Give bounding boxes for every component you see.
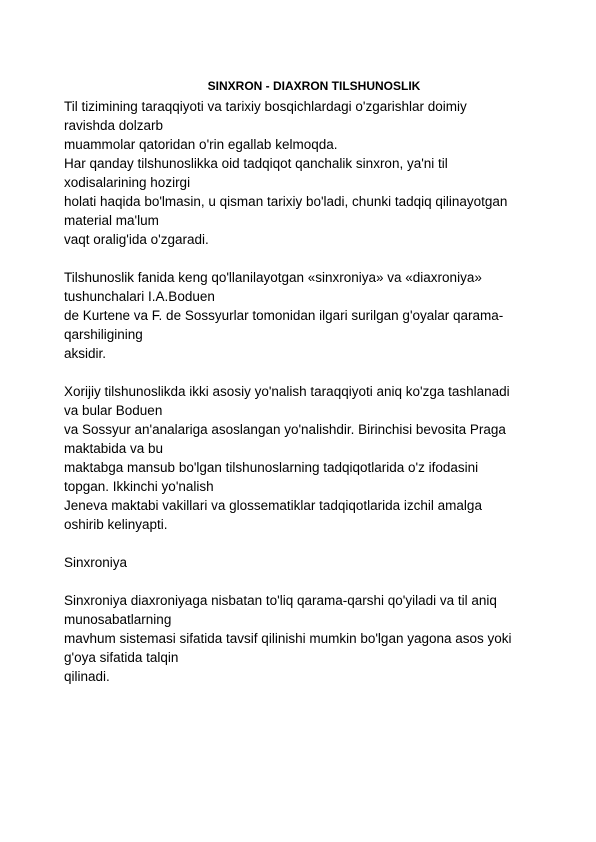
text-line: ravishda dolzarb <box>64 118 164 133</box>
text-line: material ma'lum <box>64 213 159 228</box>
text-line: Tilshunoslik fanida keng qo'llanilayotgan «sinxroniya» va «diaxroniya» <box>64 270 482 285</box>
blank-line <box>64 249 554 268</box>
text-line: va bular Boduen <box>64 403 163 418</box>
text-line: vaqt oralig'ida o'zgaradi. <box>64 232 209 247</box>
text-line: maktabga mansub bo'lgan tilshunoslarning tadqiqotlarida o'z ifodasini <box>64 460 479 475</box>
document-body <box>64 97 554 686</box>
text-line: Xorijiy tilshunoslikda ikki asosiy yo'nalish taraqqiyoti aniq ko'zga tashlanadi <box>64 384 510 399</box>
document-title: SINXRON - DIAXRON TILSHUNOSLIK <box>207 79 421 93</box>
blank-line <box>64 572 554 591</box>
blank-line <box>64 363 554 382</box>
text-line: g'oya sifatida talqin <box>64 650 179 665</box>
text-line: oshirib kelinyapti. <box>64 517 168 532</box>
text-line: holati haqida bo'lmasin, u qisman tarixiy bo'ladi, chunki tadqiq qilinayotgan <box>64 194 508 209</box>
text-line: va Sossyur an'analariga asoslangan yo'nalishdir. Birinchisi bevosita Praga <box>64 422 506 437</box>
text-line: tushunchalari I.A.Boduen <box>64 289 215 304</box>
text-line: munosabatlarning <box>64 612 172 627</box>
text-line: Jeneva maktabi vakillari va glossematiklar tadqiqotlarida izchil amalga <box>64 498 482 513</box>
text-line: Til tizimining taraqqiyoti va tarixiy bosqichlardagi o'zgarishlar doimiy <box>64 99 467 114</box>
section-heading: Sinxroniya <box>64 555 128 570</box>
text-line: qarshiligining <box>64 327 143 342</box>
text-line: Sinxroniya diaxroniyaga nisbatan to'liq qarama-qarshi qo'yiladi va til aniq <box>64 593 497 608</box>
text-line: Har qanday tilshunoslikka oid tadqiqot qanchalik sinxron, ya'ni til <box>64 156 448 171</box>
text-line: de Kurtene va F. de Sossyurlar tomonidan ilgari surilgan g'oyalar qarama- <box>64 308 504 323</box>
text-line: maktabida va bu <box>64 441 164 456</box>
text-line: aksidir. <box>64 346 107 361</box>
text-line: mavhum sistemasi sifatida tavsif qilinishi mumkin bo'lgan yagona asos yoki <box>64 631 512 646</box>
text-line: xodisalarining hozirgi <box>64 175 191 190</box>
text-line: qilinadi. <box>64 669 110 684</box>
blank-line <box>64 534 554 553</box>
text-line: topgan. Ikkinchi yo'nalish <box>64 479 214 494</box>
text-line: muammolar qatoridan o'rin egallab kelmoqda. <box>64 137 338 152</box>
